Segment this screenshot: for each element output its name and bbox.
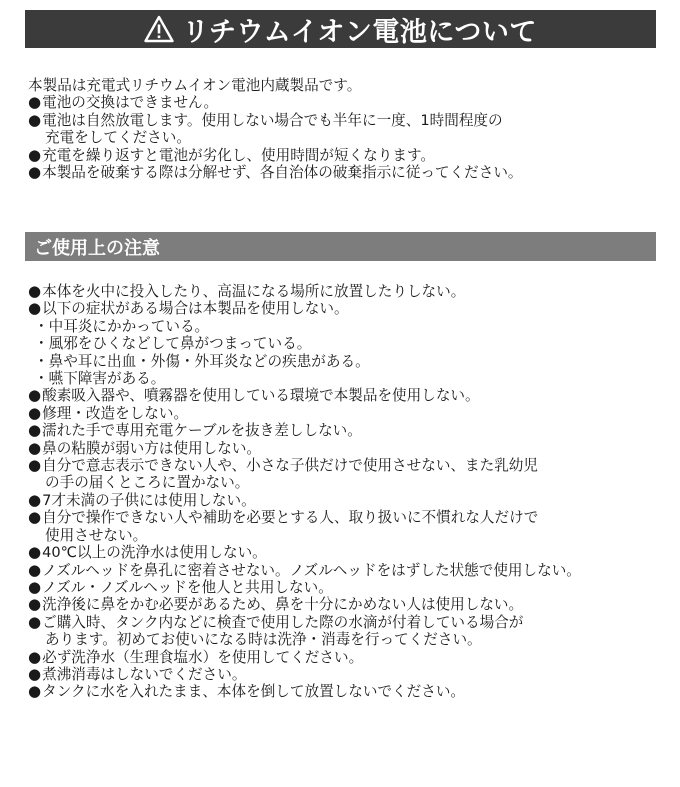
list-item: ● 充電を繰り返すと電池が劣化し、使用時間が短くなります。: [28, 147, 668, 164]
list-item-continuation: あります。初めてお使いになる時は洗浄・消毒を行ってください。: [45, 631, 482, 649]
list-item: ● 鼻の粘膜が弱い方は使用しない。: [28, 440, 668, 457]
usage-section-header: [25, 232, 656, 261]
list-item: ● 修理・改造をしない。: [28, 405, 668, 422]
battery-notes: [28, 77, 668, 181]
list-item: ● 酸素吸入器や、噴霧器を使用している環境で本製品を使用しない。: [28, 387, 668, 404]
warning-triangle-icon: [144, 15, 174, 43]
list-item-continuation: の手の届くところに置かない。: [45, 474, 250, 492]
list-item: ● ノズル・ノズルヘッドを他人と共用しない。: [28, 579, 668, 596]
list-item: ● 必ず洗浄水（生理食塩水）を使用してください。: [28, 649, 668, 666]
list-item: ● 自分で操作できない人や補助を必要とする人、取り扱いに不慣れな人だけで: [28, 509, 668, 526]
list-item: ● 洗浄後に鼻をかむ必要があるため、鼻を十分にかめない人は使用しない。: [28, 596, 668, 613]
symptom-item: ・ 嚥下障害がある。: [28, 370, 668, 387]
list-item: ● 自分で意志表示できない人や、小さな子供だけで使用させない、また乳幼児: [28, 457, 668, 474]
list-item: ● タンクに水を入れたまま、本体を倒して放置しないでください。: [28, 683, 668, 700]
symptom-item: ・ 鼻や耳に出血・外傷・外耳炎などの疾患がある。: [28, 353, 668, 370]
battery-intro-text: 本製品は充電式リチウムイオン電池内蔵製品です。: [28, 77, 362, 94]
list-item: ● 以下の症状がある場合は本製品を使用しない。: [28, 300, 668, 317]
list-item: ● 40℃以上の洗浄水は使用しない。: [28, 544, 668, 561]
list-item: ● 本体を火中に投入したり、高温になる場所に放置したりしない。: [28, 283, 668, 300]
list-item: ● 濡れた手で専用充電ケーブルを抜き差ししない。: [28, 422, 668, 439]
list-item: ● 本製品を破棄する際は分解せず、各自治体の破棄指示に従ってください。: [28, 164, 668, 181]
symptom-item: ・ 風邪をひくなどして鼻がつまっている。: [28, 335, 668, 352]
list-item: ● 電池は自然放電します。使用しない場合でも半年に一度、1時間程度の: [28, 112, 668, 129]
list-item: ● ノズルヘッドを鼻孔に密着させない。ノズルヘッドをはずした状態で使用しない。: [28, 562, 668, 579]
list-item: ● ご購入時、タンク内などに検査で使用した際の水滴が付着している場合が: [28, 614, 668, 631]
usage-section-title: ご使用上の注意: [34, 237, 160, 259]
list-item-continuation: 使用させない。: [45, 526, 148, 544]
battery-section-title: リチウムイオン電池について: [182, 16, 537, 48]
list-item-continuation: 充電をしてください。: [45, 129, 191, 147]
list-item: ● 煮沸消毒はしないでください。: [28, 666, 668, 683]
usage-precautions: [28, 283, 668, 701]
list-item: ● 電池の交換はできません。: [28, 94, 668, 111]
list-item: ● 7才未満の子供には使用しない。: [28, 492, 668, 509]
symptom-item: ・ 中耳炎にかかっている。: [28, 318, 668, 335]
battery-section-header: [25, 10, 656, 48]
